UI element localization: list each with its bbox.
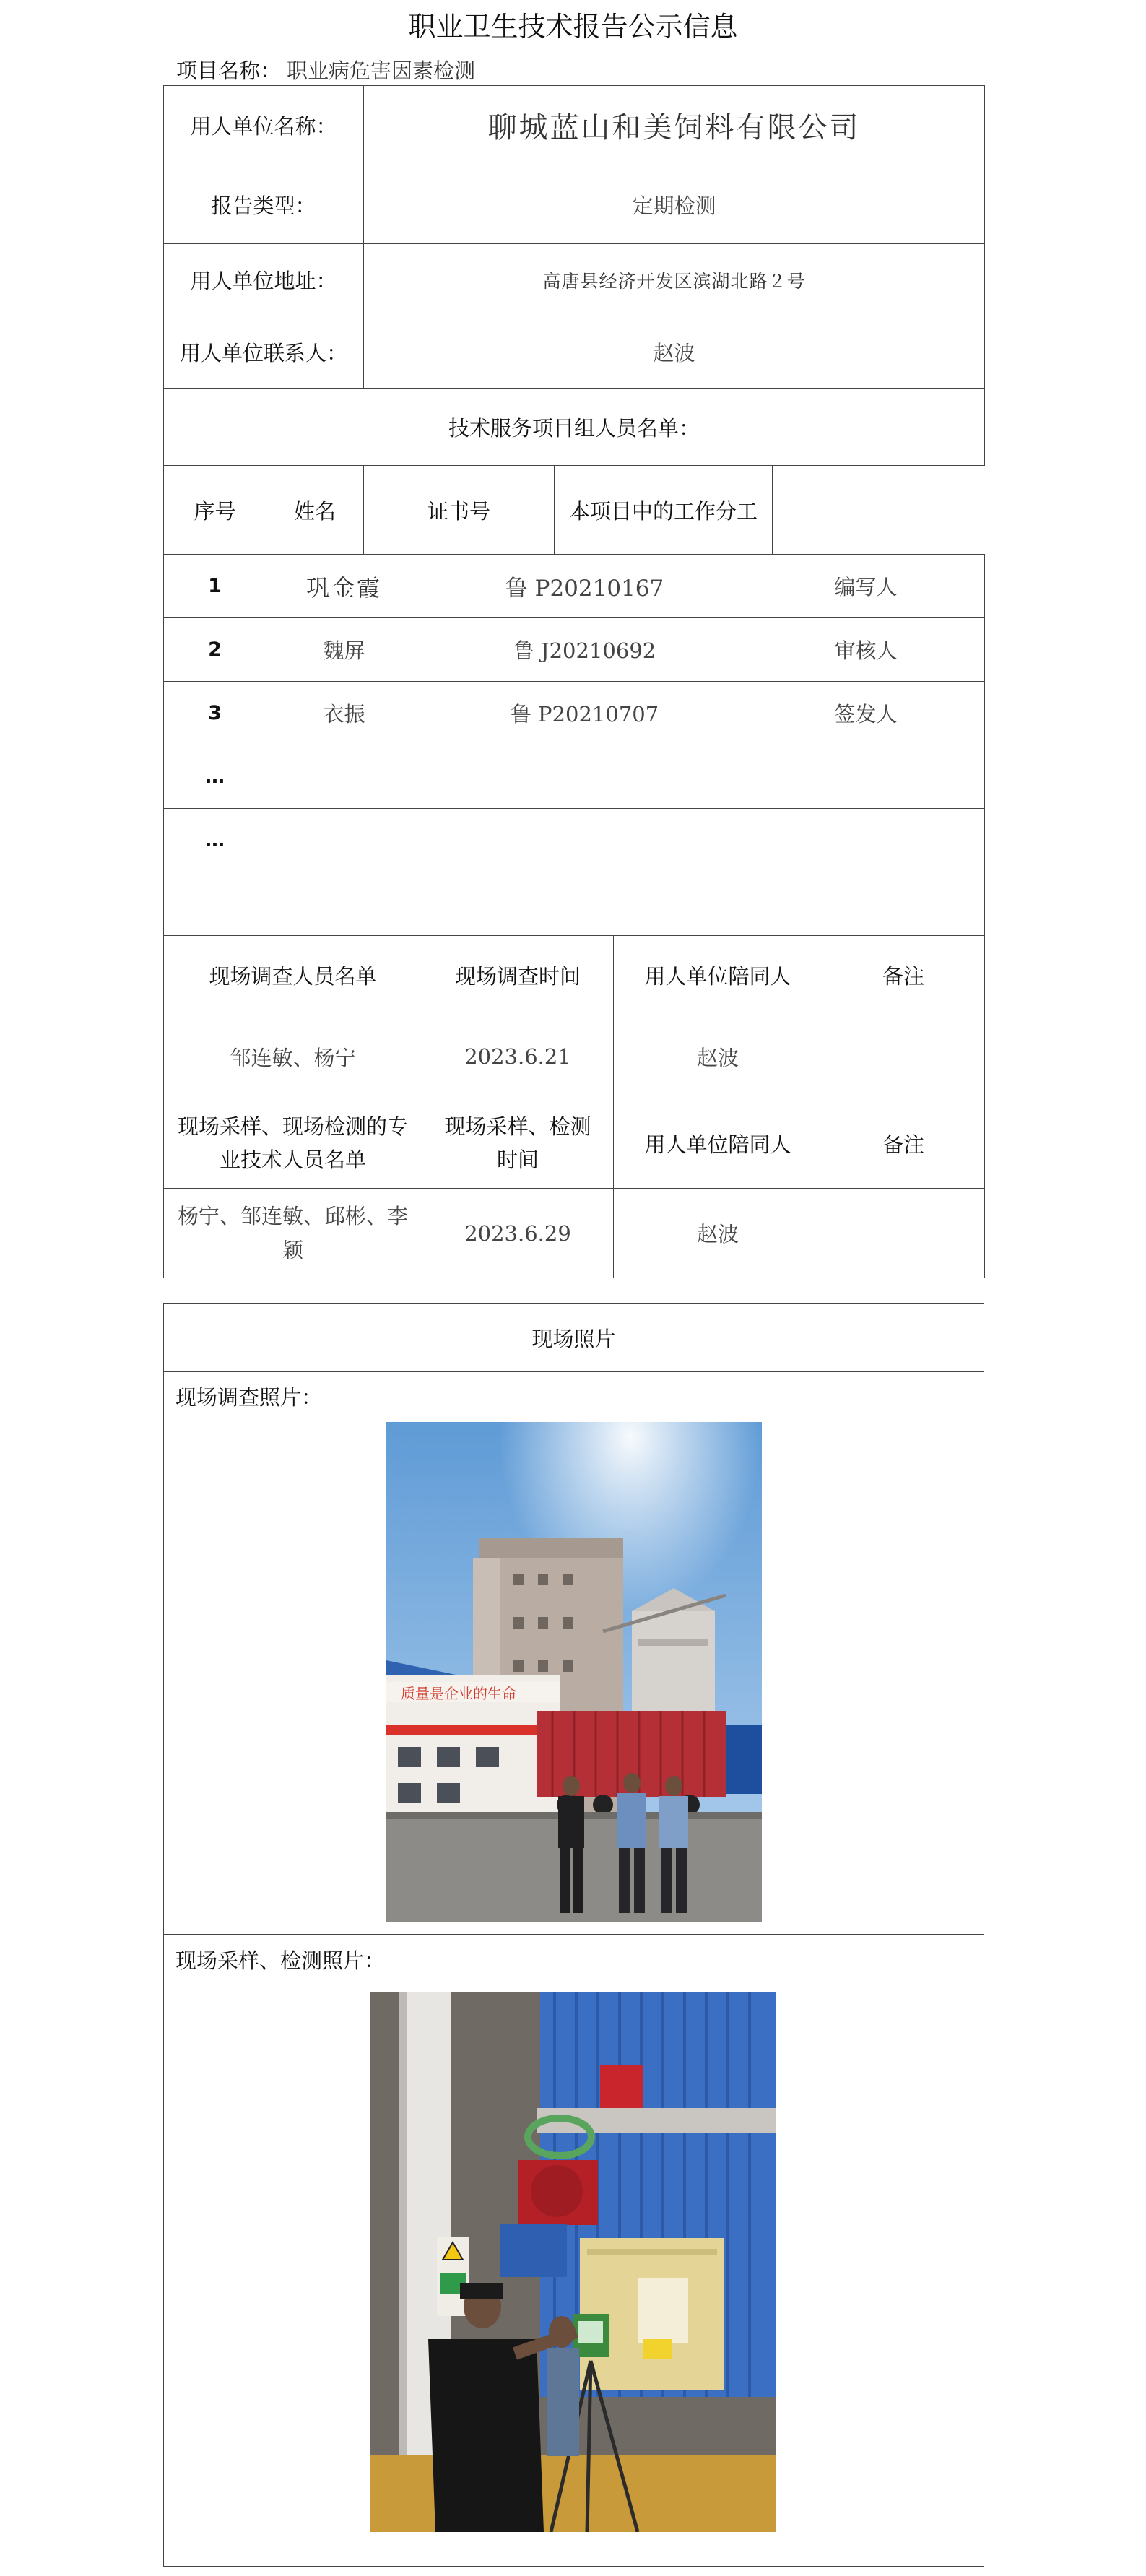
- sampling-note: [822, 1189, 985, 1278]
- photo-section: [163, 1303, 984, 2567]
- unit-name: 聊城蓝山和美饲料有限公司: [364, 86, 985, 165]
- photo-section-title: 现场照片: [164, 1304, 984, 1372]
- info-table: [163, 85, 985, 555]
- row-cert: 鲁 P20210167: [422, 555, 747, 618]
- row-cert: [422, 872, 747, 936]
- project-value: 职业病危害因素检测: [287, 58, 476, 83]
- row-cert: [422, 809, 747, 872]
- team-header-role: 本项目中的工作分工: [555, 466, 773, 555]
- row-role: [747, 872, 985, 936]
- row-name: 巩金霞: [266, 555, 422, 618]
- row-no: 1: [164, 555, 266, 618]
- project-label: 项目名称：: [176, 58, 282, 83]
- survey-note: [822, 1015, 985, 1098]
- sampling-photo: [370, 1992, 776, 2532]
- team-header-cert: 证书号: [364, 466, 555, 555]
- survey-header-time: 现场调查时间: [422, 936, 614, 1015]
- row-name: 衣振: [266, 682, 422, 745]
- row-role: [747, 745, 985, 809]
- contact: 赵波: [364, 316, 985, 389]
- row-role: [747, 809, 985, 872]
- survey-header-escort: 用人单位陪同人: [614, 936, 822, 1015]
- sampling-people: 杨宁、邹连敏、邱彬、李颖: [164, 1189, 422, 1278]
- table-row: [164, 872, 985, 936]
- row-no: …: [164, 809, 266, 872]
- row-name: [266, 809, 422, 872]
- survey-header-people: 现场调查人员名单: [164, 936, 422, 1015]
- survey-escort: 赵波: [614, 1015, 822, 1098]
- row-role: 编写人: [747, 555, 985, 618]
- row-name: [266, 745, 422, 809]
- survey-people: 邹连敏、杨宁: [164, 1015, 422, 1098]
- survey-photo: [386, 1422, 762, 1922]
- sampling-header-time: 现场采样、检测时间: [422, 1098, 614, 1189]
- unit-name-label: 用人单位名称：: [164, 86, 364, 165]
- table-row: [164, 809, 985, 872]
- survey-time: 2023.6.21: [422, 1015, 614, 1098]
- contact-label: 用人单位联系人：: [164, 316, 364, 389]
- survey-photo-section: [164, 1371, 984, 1935]
- team-header-no: 序号: [164, 466, 266, 555]
- address-label: 用人单位地址：: [164, 244, 364, 316]
- row-cert: 鲁 J20210692: [422, 618, 747, 682]
- report-type-label: 报告类型：: [164, 165, 364, 244]
- sampling-header-people: 现场采样、现场检测的专业技术人员名单: [164, 1098, 422, 1189]
- table-row: [164, 745, 985, 809]
- survey-photo-label: 现场调查照片：: [175, 1385, 323, 1410]
- banner-text: 质量是企业的生命: [401, 1686, 516, 1702]
- row-cert: 鲁 P20210707: [422, 682, 747, 745]
- row-name: [266, 872, 422, 936]
- row-role: 签发人: [747, 682, 985, 745]
- project-line: [176, 55, 475, 84]
- report-type: 定期检测: [364, 165, 985, 244]
- team-header-name: 姓名: [266, 466, 364, 555]
- address: 高唐县经济开发区滨湖北路２号: [364, 244, 985, 316]
- page-title: 职业卫生技术报告公示信息: [408, 11, 738, 43]
- row-role: 审核人: [747, 618, 985, 682]
- team-title: 技术服务项目组人员名单：: [164, 389, 985, 466]
- sampling-photo-section: [164, 1935, 984, 2566]
- row-no: [164, 872, 266, 936]
- row-no: 3: [164, 682, 266, 745]
- table-row: [164, 618, 985, 682]
- survey-table: [163, 935, 985, 1278]
- row-name: 魏屏: [266, 618, 422, 682]
- row-cert: [422, 745, 747, 809]
- sampling-photo-label: 现场采样、检测照片：: [175, 1948, 386, 1973]
- sampling-escort: 赵波: [614, 1189, 822, 1278]
- table-row: [164, 682, 985, 745]
- sampling-time: 2023.6.29: [422, 1189, 614, 1278]
- sampling-header-note: 备注: [822, 1098, 985, 1189]
- row-no: …: [164, 745, 266, 809]
- sampling-header-escort: 用人单位陪同人: [614, 1098, 822, 1189]
- table-row: [164, 555, 985, 618]
- team-table: [163, 554, 985, 936]
- survey-header-note: 备注: [822, 936, 985, 1015]
- row-no: 2: [164, 618, 266, 682]
